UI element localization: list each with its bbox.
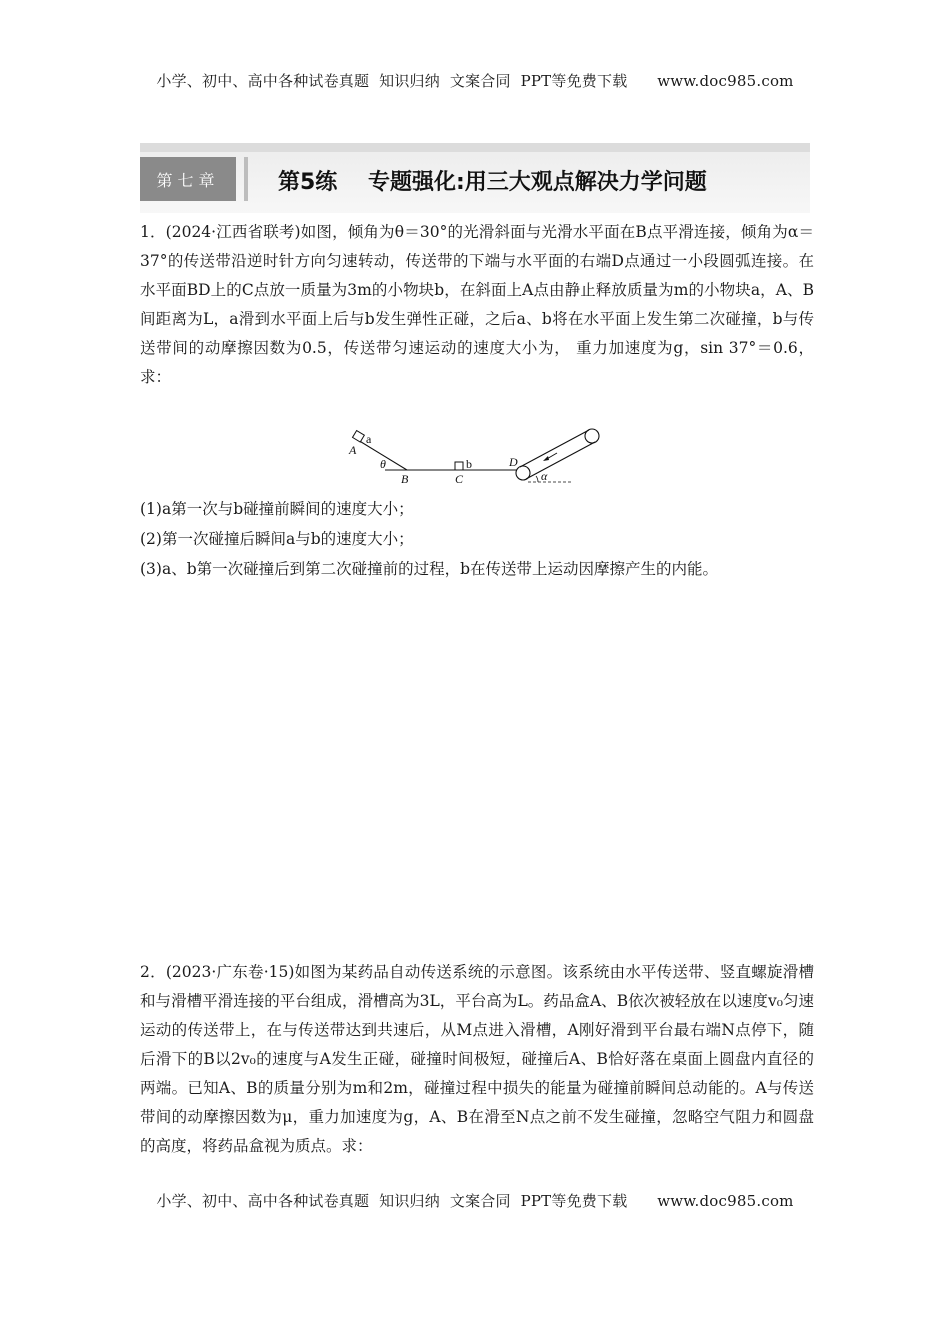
belt-bottom	[526, 442, 595, 479]
header-site-text: 小学、初中、高中各种试卷真题 知识归纳 文案合同 PPT等免费下载 www.doc985.com	[156, 72, 794, 90]
label-B: B	[401, 472, 409, 486]
label-theta: θ	[380, 457, 386, 471]
chapter-label: 第七章	[140, 157, 236, 201]
label-D: D	[509, 455, 518, 469]
question-1-part-2: (2)第一次碰撞后瞬间a与b的速度大小；	[140, 530, 414, 548]
chapter-banner	[140, 143, 810, 213]
belt-top	[520, 430, 589, 467]
label-a: a	[366, 432, 372, 446]
footer-site-text: 小学、初中、高中各种试卷真题 知识归纳 文案合同 PPT等免费下载 www.doc985.com	[156, 1192, 794, 1210]
block-a	[353, 431, 365, 442]
label-C: C	[455, 472, 464, 486]
question-1-text: 1．(2024·江西省联考)如图，倾角为θ＝30°的光滑斜面与光滑水平面在B点平滑连接，倾角为α＝37°的传送带沿逆时针方向匀速转动，传送带的下端与水平面的右端D点通过一小段圆弧连接。在水平面BD上的C点放一质量为3m的小物块b，在斜面上A点由静止释放质量为m的小物块a，A、B间距离为L，a滑到水平面上后与b发生弹性正碰，之后a、b将在水平面上发生第二次碰撞，b与传送带间的动摩擦因数为0.5，传送带匀速运动的速度大小为， 重力加速度为g，sin 37°＝0.6，求：	[140, 223, 814, 386]
arrowhead	[543, 456, 549, 461]
question-1-figure	[345, 427, 607, 489]
label-A: A	[349, 443, 357, 457]
banner-top-rule	[140, 143, 810, 152]
question-1-part-1: (1)a第一次与b碰撞前瞬间的速度大小；	[140, 500, 414, 518]
banner-separator	[244, 157, 248, 201]
question-2-text: 2．(2023·广东卷·15)如图为某药品自动传送系统的示意图。该系统由水平传送带、竖直螺旋滑槽和与滑槽平滑连接的平台组成，滑槽高为3L，平台高为L。药品盒A、B依次被轻放在以速度v₀匀速运动的传送带上，在与传送带达到共速后，从M点进入滑槽，A刚好滑到平台最右端N点停下，随后滑下的B以2v₀的速度与A发生正碰，碰撞时间极短，碰撞后A、B恰好落在桌面上圆盘内直径的两端。已知A、B的质量分别为m和2m，碰撞过程中损失的能量为碰撞前瞬间总动能的。A与传送带间的动摩擦因数为μ，重力加速度为g，A、B在滑至N点之前不发生碰撞，忽略空气阻力和圆盘的高度，将药品盒视为质点。求：	[140, 963, 814, 1155]
alpha-arc	[536, 476, 538, 482]
label-alpha: α	[541, 469, 548, 483]
block-b	[455, 462, 463, 470]
label-b: b	[466, 457, 472, 471]
question-1-part-3: (3)a、b第一次碰撞后到第二次碰撞前的过程，b在传送带上运动因摩擦产生的内能。	[140, 560, 719, 578]
section-title: 第5练 专题强化:用三大观点解决力学问题	[278, 170, 707, 195]
